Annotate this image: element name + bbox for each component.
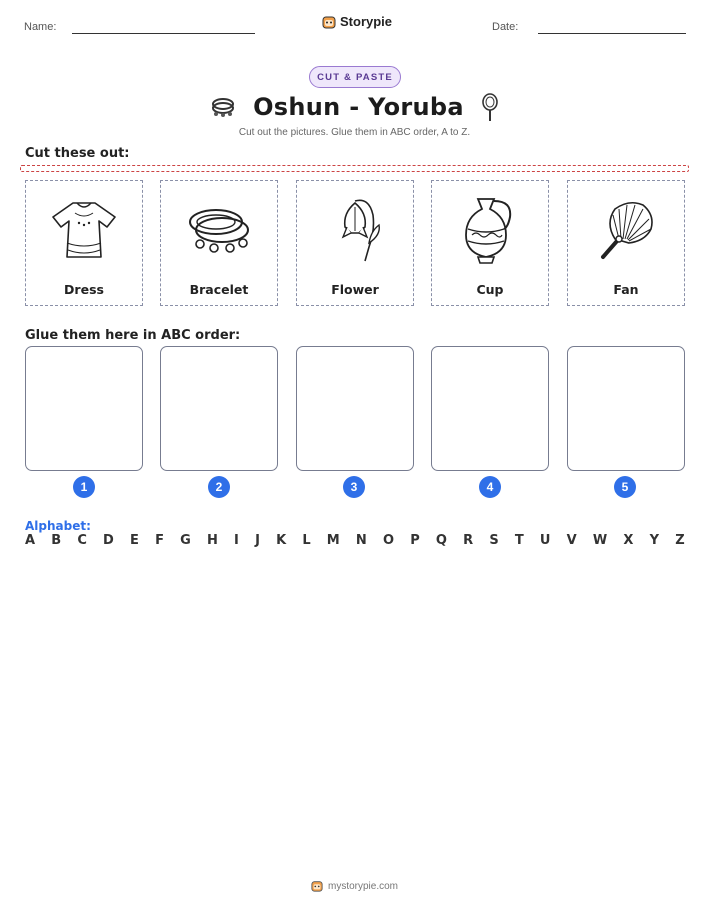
bracelet-icon [184,202,254,258]
order-number: 2 [208,476,230,498]
alphabet-letter: O [382,533,395,548]
alphabet-letter: D [103,533,114,548]
glue-slot-3[interactable] [296,346,414,471]
alphabet-letter: K [276,533,287,548]
cut-paste-badge: CUT & PASTE [309,66,401,88]
footer-site[interactable]: mystorypie.com [327,880,398,892]
order-number: 5 [614,476,636,498]
fan-icon [595,199,657,261]
date-line [538,33,686,34]
alphabet-letter: U [539,533,551,548]
card-label: Dress [64,282,104,297]
alphabet-letter: F [155,533,164,548]
cut-card-flower[interactable] [296,180,414,306]
glue-slot-4[interactable] [431,346,549,471]
alphabet-letter: G [180,533,191,548]
alphabet-letter: Y [649,533,660,548]
alphabet-letter: C [77,533,87,548]
card-label: Bracelet [189,282,249,297]
order-number: 4 [479,476,501,498]
hand-mirror-icon [480,92,500,122]
cut-card-cup[interactable] [431,180,549,306]
instructions: Cut out the pictures. Glue them in ABC order, A to Z. [238,127,471,138]
alphabet-letter: S [489,533,499,548]
alphabet-letter: N [355,533,367,548]
alphabet-letter: B [51,533,62,548]
alphabet-letter: A [25,533,36,548]
alphabet-letter: H [206,533,218,548]
alphabet-label: Alphabet: [25,519,91,533]
flower-icon [325,197,385,263]
alphabet-letter: T [514,533,524,548]
glue-slot-1[interactable] [25,346,143,471]
brand-name: Storypie [340,14,393,29]
storypie-mascot-icon [322,15,336,29]
bracelet-icon [209,94,237,120]
alphabet-letter: V [566,533,577,548]
brand-logo [322,14,392,29]
alphabet-letter: L [302,533,311,548]
alphabet-letter: P [410,533,420,548]
glue-slot-5[interactable] [567,346,685,471]
page-title: Oshun - Yoruba [253,93,464,121]
cut-card-fan[interactable] [567,180,685,306]
alphabet-row [25,533,685,548]
alphabet-letter: J [255,533,260,548]
card-label: Flower [331,282,379,297]
card-label: Cup [476,282,504,297]
alphabet-letter: X [623,533,634,548]
footer [0,880,709,892]
date-label: Date: [492,21,519,33]
alphabet-letter: R [463,533,474,548]
title-row [0,92,709,125]
alphabet-letter: Z [675,533,685,548]
cup-icon [460,195,520,265]
card-label: Fan [613,282,639,297]
cut-card-bracelet[interactable] [160,180,278,306]
glue-heading: Glue them here in ABC order: [25,328,241,343]
order-number: 3 [343,476,365,498]
name-label: Name: [24,21,57,33]
storypie-mascot-icon [311,880,323,892]
alphabet-letter: W [592,533,608,548]
cut-line [20,165,689,172]
alphabet-letter: M [326,533,340,548]
name-line [72,33,255,34]
cut-heading: Cut these out: [25,146,130,161]
order-number: 1 [73,476,95,498]
alphabet-letter: I [234,533,239,548]
dress-icon [49,199,119,261]
glue-slot-2[interactable] [160,346,278,471]
alphabet-letter: Q [435,533,447,548]
alphabet-letter: E [130,533,139,548]
cut-card-dress[interactable] [25,180,143,306]
